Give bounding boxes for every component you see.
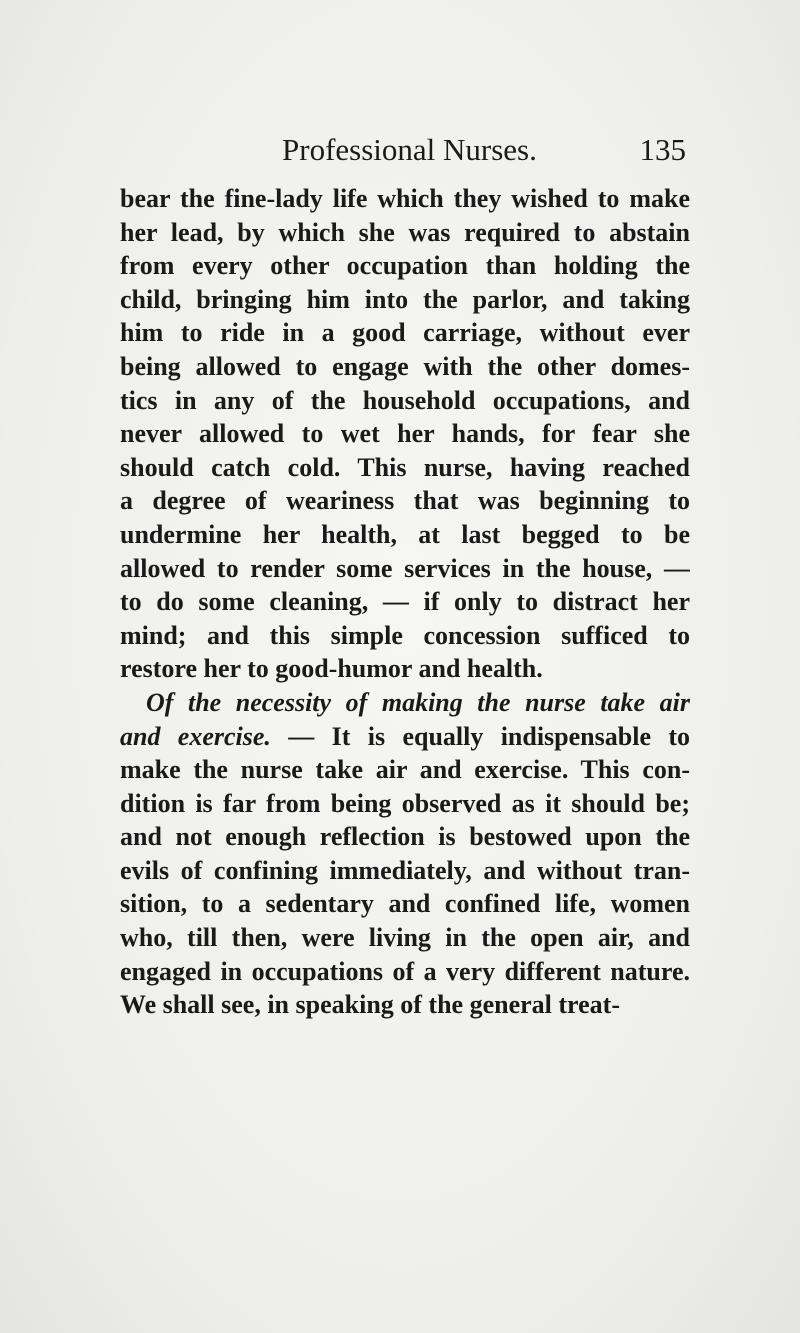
text-line: being allowed to engage with the other domes- bbox=[120, 351, 690, 381]
page-number: 135 bbox=[639, 132, 686, 167]
text-line: who, till then, were living in the open air, and bbox=[120, 923, 690, 953]
text-line: allowed to render some services in the house, — bbox=[120, 553, 690, 583]
text-line: undermine her health, at last begged to be bbox=[120, 519, 690, 549]
text-line: to do some cleaning, — if only to distract her bbox=[120, 587, 690, 617]
body-text bbox=[120, 182, 690, 1022]
text-line: bear the fine-lady life which they wished to make bbox=[120, 184, 690, 213]
text-line: and not enough reflection is bestowed upon the bbox=[120, 822, 690, 852]
running-head-title: Professional Nurses. bbox=[282, 132, 537, 167]
text-line: make the nurse take air and exercise. This con- bbox=[120, 755, 690, 785]
section-heading: Of the necessity of making the nurse take air bbox=[146, 687, 690, 717]
text-line: sition, to a sedentary and confined life, women bbox=[120, 889, 690, 919]
text-line: restore her to good-humor and health. bbox=[120, 654, 543, 684]
text-line: We shall see, in speaking of the general treat- bbox=[120, 990, 620, 1020]
text-line: a degree of weariness that was beginning to bbox=[120, 486, 690, 516]
text-line: child, bringing him into the parlor, and taking bbox=[120, 284, 690, 314]
text-line: tics in any of the household occupations, and bbox=[120, 385, 690, 415]
section-text-start: — It is equally indispensable to bbox=[270, 721, 690, 751]
text-line: should catch cold. This nurse, having reached bbox=[120, 452, 690, 482]
text-line: her lead, by which she was required to abstain bbox=[120, 217, 690, 247]
section-heading-end: and exercise. bbox=[120, 721, 271, 751]
text-line: from every other occupation than holding the bbox=[120, 251, 690, 281]
text-line: him to ride in a good carriage, without ever bbox=[120, 318, 690, 348]
text-line: never allowed to wet her hands, for fear she bbox=[120, 419, 690, 449]
text-line: mind; and this simple concession sufficed to bbox=[120, 620, 690, 650]
text-line: engaged in occupations of a very different nature. bbox=[120, 956, 690, 986]
text-line: evils of confining immediately, and without tran- bbox=[120, 855, 690, 885]
section-heading-continuation bbox=[120, 720, 690, 754]
running-head bbox=[120, 130, 692, 170]
text-line: dition is far from being observed as it should be; bbox=[120, 788, 690, 818]
